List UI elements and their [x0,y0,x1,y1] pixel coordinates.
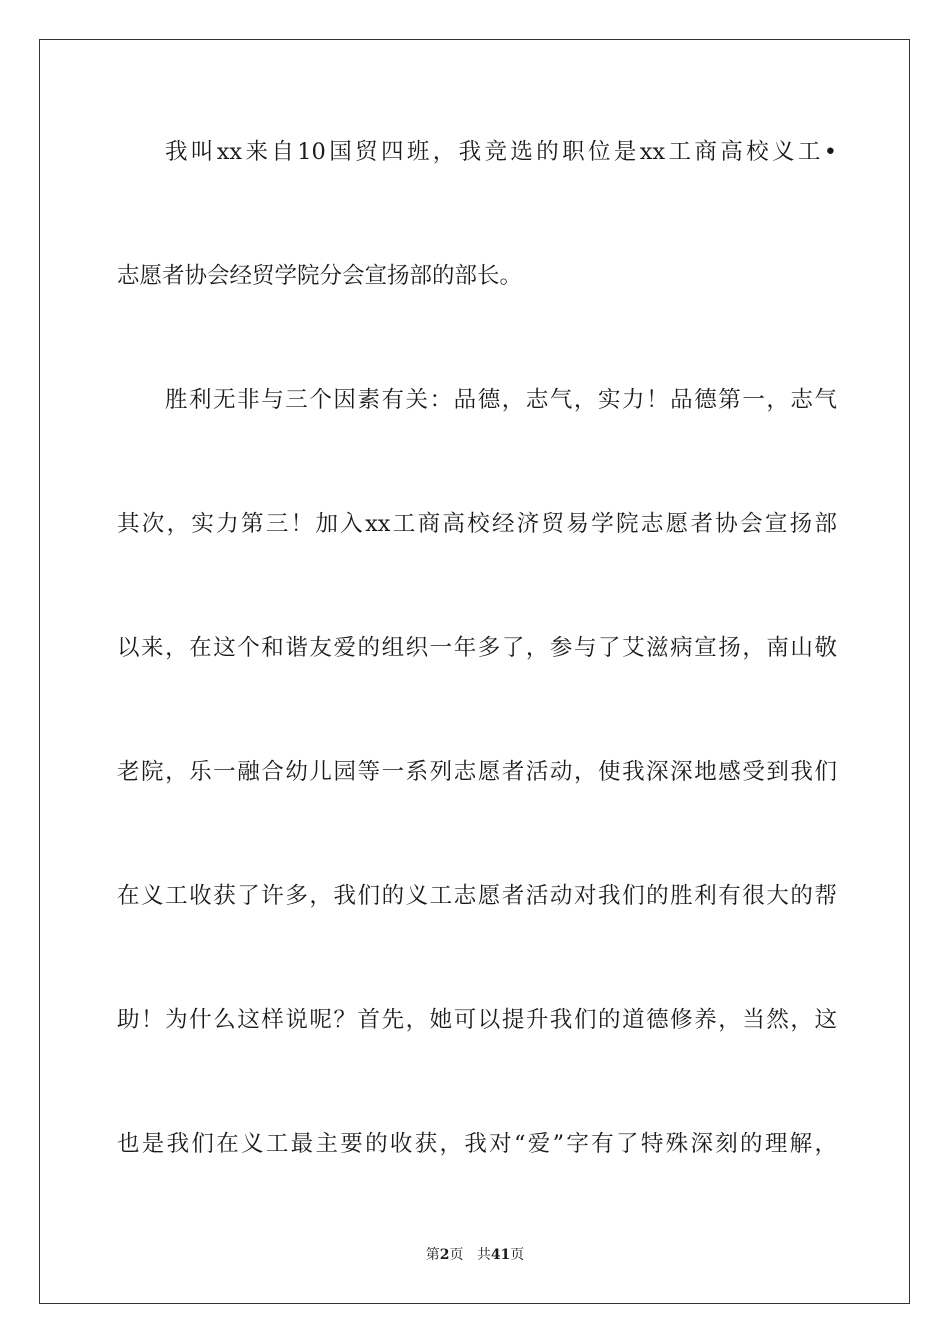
footer-total-prefix: 共 [476,1247,491,1263]
page-footer [0,1245,950,1265]
paragraph-line-1: 我叫xx来自10国贸四班，我竞选的职位是xx工商高校义工• [165,139,837,165]
paragraph-line-5: 以来，在这个和谐友爱的组织一年多了，参与了艾滋病宣扬，南山敬 [117,635,837,661]
paragraph-line-3: 胜利无非与三个因素有关：品德，志气，实力！品德第一，志气 [165,387,837,413]
footer-page-number: 2 [439,1247,450,1263]
footer-page-suffix: 页 [449,1247,464,1263]
footer-total-pages: 41 [490,1247,511,1263]
page-border [39,39,910,1304]
paragraph-line-7: 在义工收获了许多，我们的义工志愿者活动对我们的胜利有很大的帮 [117,883,837,909]
footer-page-prefix: 第 [425,1247,440,1263]
paragraph-line-2: 志愿者协会经贸学院分会宣扬部的部长。 [117,263,523,289]
paragraph-line-8: 助！为什么这样说呢？首先，她可以提升我们的道德修养，当然，这 [117,1007,837,1033]
paragraph-line-4: 其次，实力第三！加入xx工商高校经济贸易学院志愿者协会宣扬部 [117,511,837,537]
paragraph-line-6: 老院，乐一融合幼儿园等一系列志愿者活动，使我深深地感受到我们 [117,759,837,785]
paragraph-line-9: 也是我们在义工最主要的收获，我对“爱”字有了特殊深刻的理解， [117,1131,837,1157]
footer-total-suffix: 页 [510,1247,525,1263]
